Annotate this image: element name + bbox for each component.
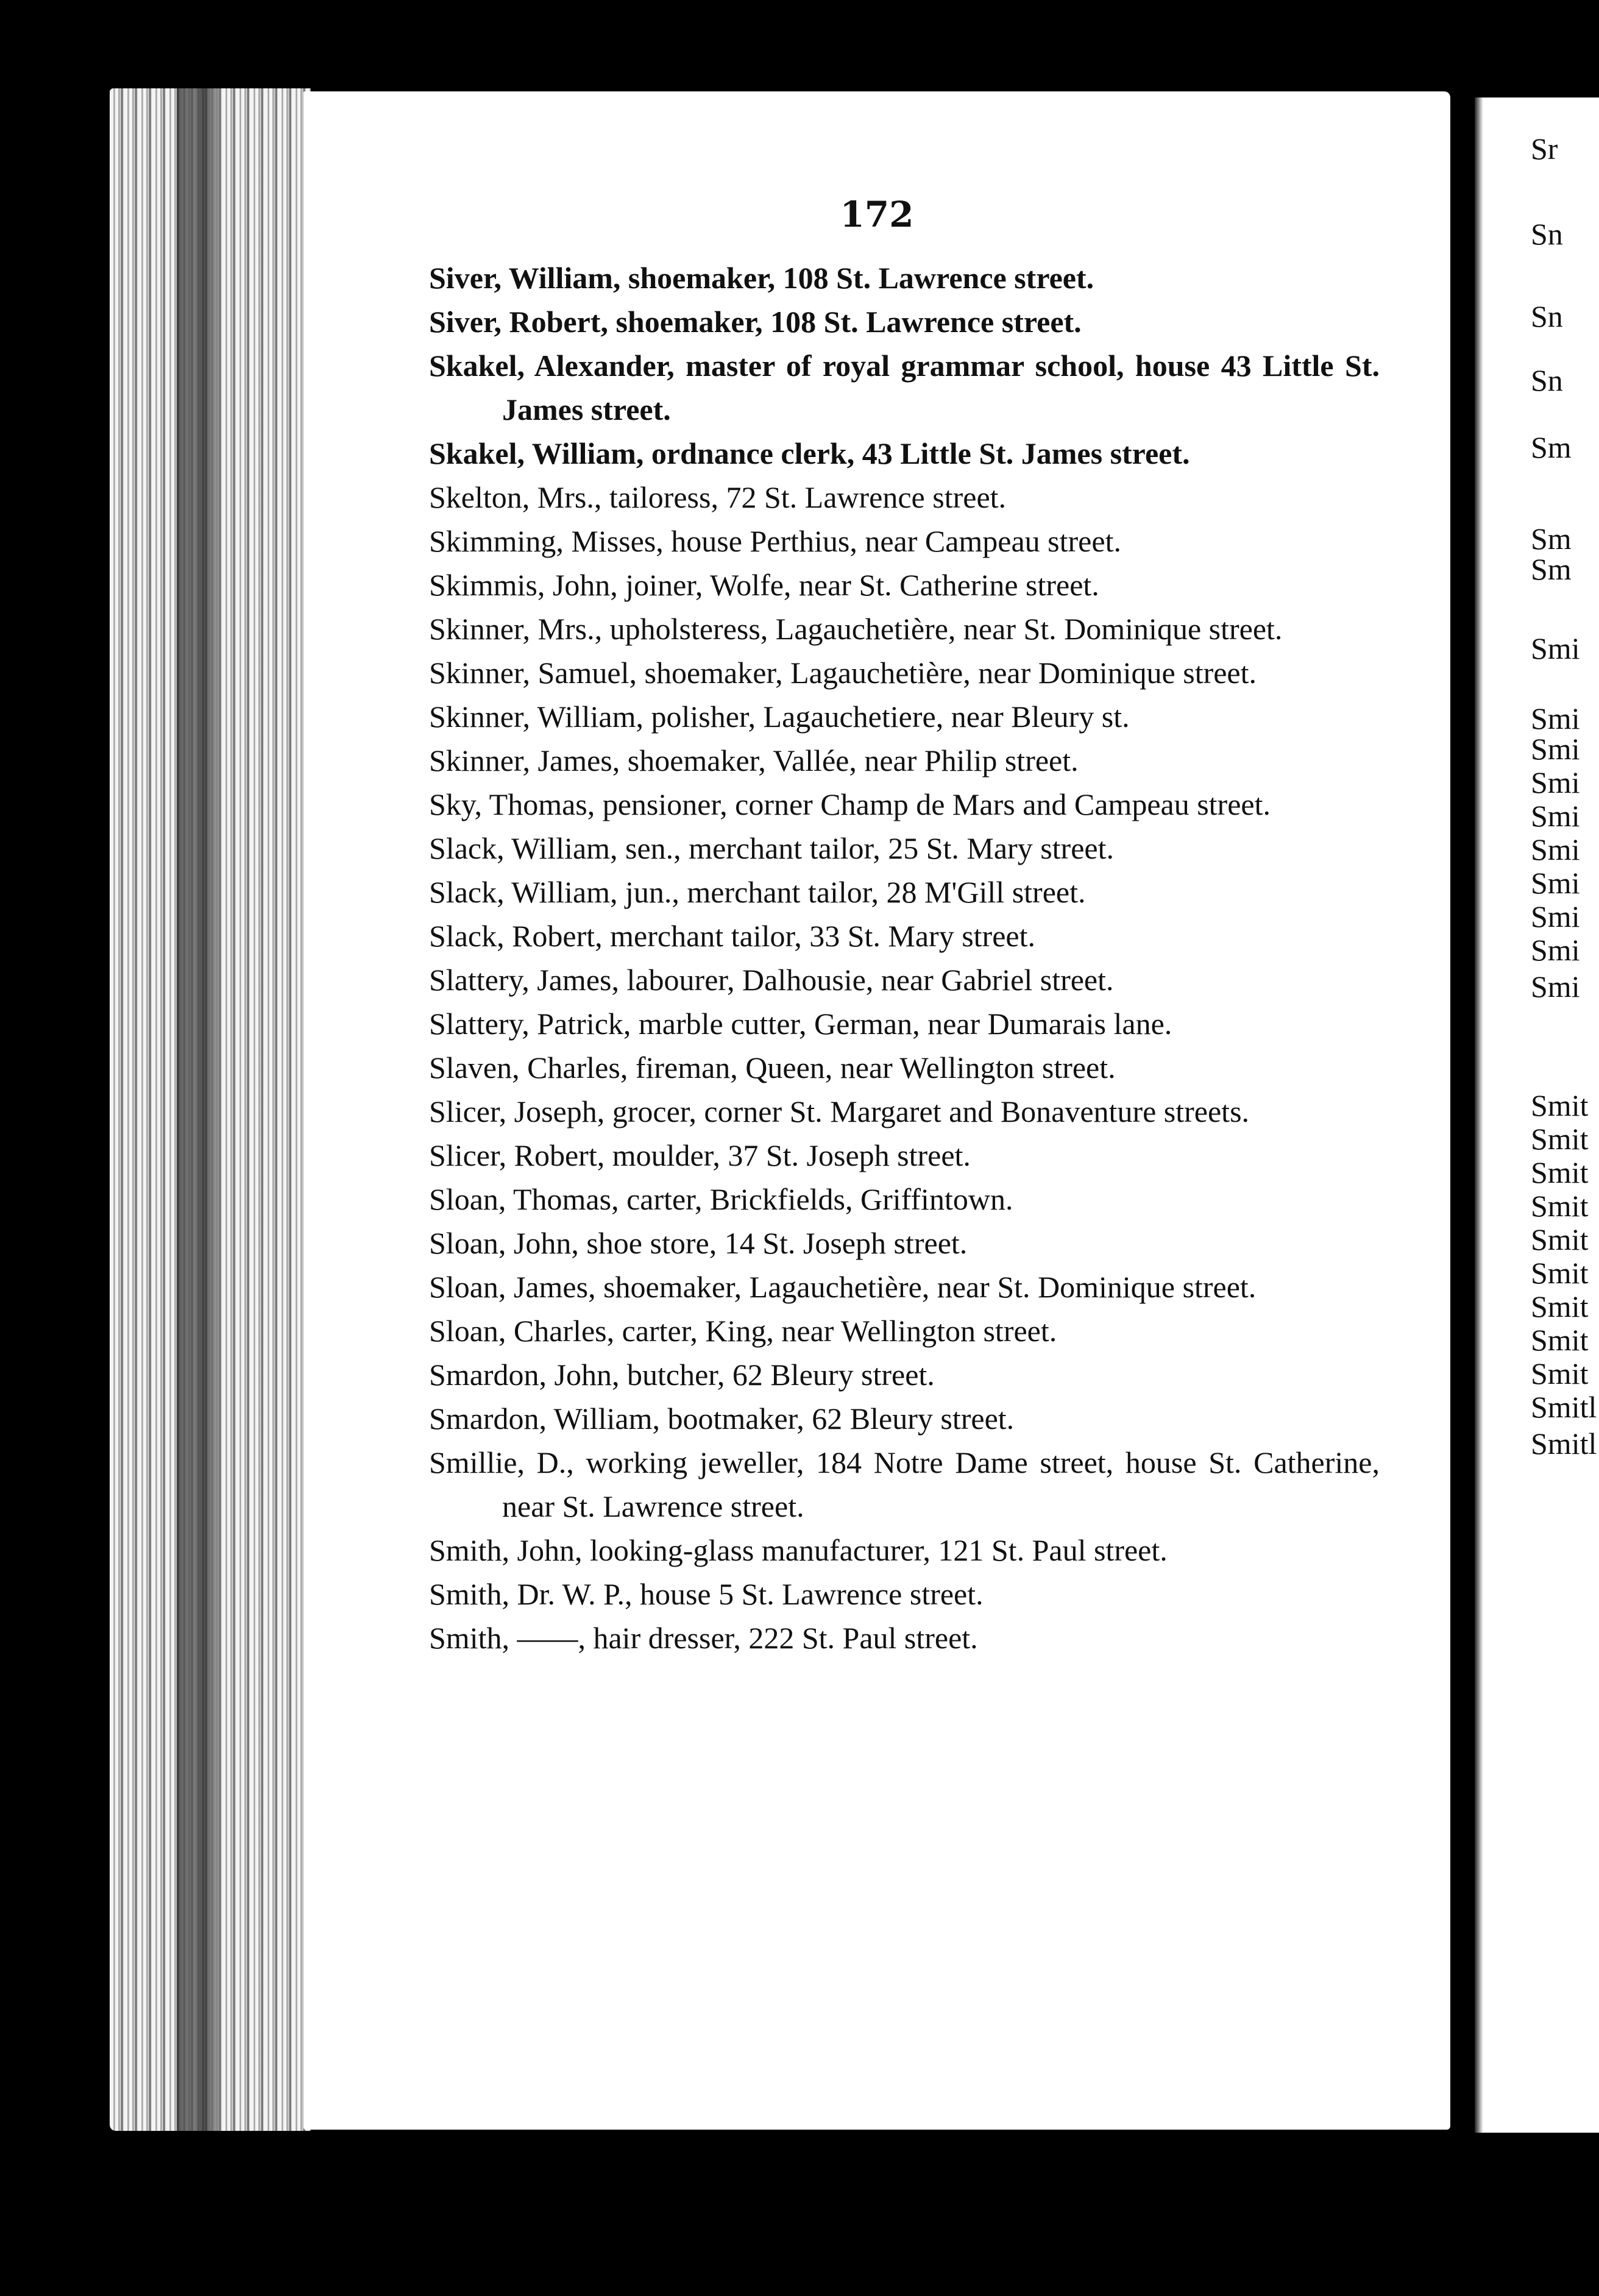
- directory-entries: [429, 256, 1380, 1660]
- facing-entry-fragment: Smitl: [1531, 1390, 1597, 1424]
- facing-entry-fragment: Smit: [1531, 1122, 1589, 1156]
- gutter-shadow: [1475, 97, 1483, 2133]
- facing-entry-fragment: Smi: [1531, 701, 1580, 735]
- facing-entry-fragment: Smi: [1531, 899, 1580, 934]
- facing-entry-fragment: Smitl: [1531, 1426, 1597, 1461]
- facing-entry-fragment: Smi: [1531, 969, 1580, 1004]
- directory-entry: Smardon, William, bootmaker, 62 Bleury street.: [429, 1401, 1015, 1436]
- directory-entry: Sloan, John, shoe store, 14 St. Joseph street.: [429, 1226, 968, 1260]
- directory-entry: Slicer, Joseph, grocer, corner St. Margaret and Bonaventure streets.: [429, 1094, 1250, 1129]
- directory-entry: Smith, Dr. W. P., house 5 St. Lawrence street.: [429, 1577, 984, 1611]
- directory-entry: Sloan, James, shoemaker, Lagauchetière, near St. Dominique street.: [429, 1270, 1257, 1304]
- facing-entry-fragment: Sm: [1531, 430, 1572, 464]
- directory-entry: Sloan, Thomas, carter, Brickfields, Griffintown.: [429, 1182, 1013, 1216]
- facing-entry-fragment: Smit: [1531, 1356, 1589, 1391]
- facing-entry-fragment: Smit: [1531, 1323, 1589, 1357]
- facing-entry-fragment: Sn: [1531, 217, 1563, 251]
- directory-entry: Slack, Robert, merchant tailor, 33 St. Mary street.: [429, 919, 1035, 953]
- directory-entry: Slattery, James, labourer, Dalhousie, near Gabriel street.: [429, 963, 1114, 997]
- page-edge-stack: [110, 88, 311, 2131]
- facing-entry-fragment: Smi: [1531, 799, 1580, 833]
- facing-entry-fragment: Smit: [1531, 1155, 1589, 1189]
- facing-entry-fragment: Sm: [1531, 522, 1572, 556]
- directory-entry: Sky, Thomas, pensioner, corner Champ de Mars and Campeau street.: [429, 787, 1271, 821]
- facing-entry-fragment: Sn: [1531, 363, 1563, 397]
- facing-entry-fragment: Smi: [1531, 832, 1580, 866]
- facing-entry-fragment: Smi: [1531, 866, 1580, 900]
- directory-entry: Smith, ——, hair dresser, 222 St. Paul street.: [429, 1621, 978, 1655]
- directory-entry: Skinner, William, polisher, Lagauchetiere, near Bleury st.: [429, 700, 1130, 734]
- facing-entry-fragment: Smit: [1531, 1189, 1589, 1223]
- directory-entry: Slaven, Charles, fireman, Queen, near Wellington street.: [429, 1051, 1116, 1085]
- directory-entry: Slack, William, jun., merchant tailor, 28 M'Gill street.: [429, 875, 1086, 909]
- facing-entry-fragment: Smit: [1531, 1222, 1589, 1256]
- facing-entry-fragment: Sr: [1531, 132, 1558, 166]
- directory-entry: Skakel, William, ordnance clerk, 43 Little St. James street.: [429, 436, 1190, 470]
- directory-entry: Skinner, James, shoemaker, Vallée, near Philip street.: [429, 743, 1079, 778]
- directory-entry: Skimmis, John, joiner, Wolfe, near St. Catherine street.: [429, 568, 1099, 602]
- directory-entry: Sloan, Charles, carter, King, near Wellington street.: [429, 1314, 1057, 1348]
- page-number: 172: [840, 194, 914, 235]
- facing-entry-fragment: Sm: [1531, 552, 1572, 586]
- facing-page-fragments: [1531, 0, 1599, 2296]
- directory-entry: Slattery, Patrick, marble cutter, German, near Dumarais lane.: [429, 1007, 1172, 1041]
- facing-entry-fragment: Smi: [1531, 732, 1580, 766]
- facing-entry-fragment: Smit: [1531, 1256, 1589, 1290]
- directory-page: [303, 91, 1450, 2130]
- facing-entry-fragment: Smi: [1531, 631, 1580, 665]
- facing-entry-fragment: Smit: [1531, 1088, 1589, 1122]
- directory-entry: Skakel, Alexander, master of royal grammar school, house 43 Little St. James street.: [429, 349, 1380, 427]
- directory-entry: Slicer, Robert, moulder, 37 St. Joseph street.: [429, 1138, 971, 1172]
- directory-entry: Smardon, John, butcher, 62 Bleury street.: [429, 1358, 935, 1392]
- directory-entry: Siver, William, shoemaker, 108 St. Lawrence street.: [429, 261, 1094, 295]
- directory-entry: Skimming, Misses, house Perthius, near Campeau street.: [429, 524, 1121, 558]
- directory-entry: Skinner, Samuel, shoemaker, Lagauchetière, near Dominique street.: [429, 656, 1257, 690]
- directory-entry: Smith, John, looking-glass manufacturer, 121 St. Paul street.: [429, 1533, 1168, 1567]
- directory-entry: Slack, William, sen., merchant tailor, 25 St. Mary street.: [429, 831, 1114, 865]
- directory-entry: Skelton, Mrs., tailoress, 72 St. Lawrence street.: [429, 480, 1007, 514]
- facing-entry-fragment: Sn: [1531, 299, 1563, 333]
- directory-entry: Skinner, Mrs., upholsteress, Lagauchetière, near St. Dominique street.: [429, 612, 1283, 646]
- directory-entry: Smillie, D., working jeweller, 184 Notre Dame street, house St. Catherine, near St. Lawrence street.: [429, 1445, 1380, 1523]
- facing-entry-fragment: Smit: [1531, 1289, 1589, 1323]
- facing-entry-fragment: Smi: [1531, 933, 1580, 967]
- facing-entry-fragment: Smi: [1531, 765, 1580, 799]
- page-edge-shadow: [177, 88, 219, 2131]
- directory-entry: Siver, Robert, shoemaker, 108 St. Lawrence street.: [429, 305, 1082, 339]
